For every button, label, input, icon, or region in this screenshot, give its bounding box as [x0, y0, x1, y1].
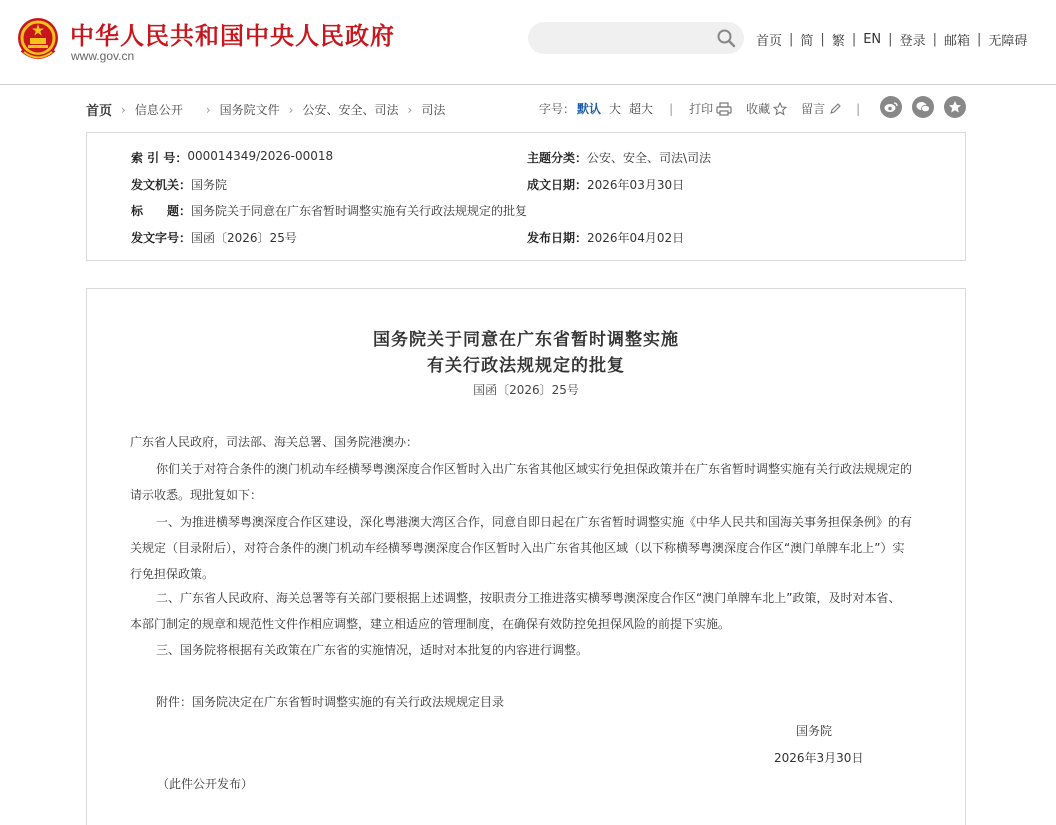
meta-doc-number	[131, 229, 297, 246]
star-icon	[773, 102, 787, 116]
top-nav	[756, 30, 1027, 49]
nav-separator: |	[888, 32, 893, 47]
site-domain: www.gov.cn	[71, 49, 135, 63]
article-publication-note: （此件公开发布）	[157, 777, 254, 791]
favorite-button[interactable]	[746, 100, 787, 117]
printer-icon	[716, 102, 732, 116]
meta-title	[131, 202, 527, 219]
nav-mail[interactable]: 邮箱	[943, 34, 970, 49]
meta-written-label: 成文日期：	[527, 178, 588, 192]
article-tools	[539, 100, 876, 117]
breadcrumb	[86, 100, 445, 119]
meta-topic-value: 公安、安全、司法\司法	[587, 151, 712, 165]
tool-divider: |	[856, 101, 861, 116]
print-button[interactable]	[689, 100, 732, 117]
search-icon[interactable]	[716, 28, 736, 48]
meta-docno-value: 国函〔2026〕25号	[191, 231, 297, 245]
article-signer: 国务院	[796, 724, 833, 738]
nav-english[interactable]: EN	[863, 32, 882, 47]
breadcrumb-item-public-security[interactable]: 公安、安全、司法	[302, 103, 399, 117]
article-paragraph: 一、为推进横琴粤澳深度合作区建设，深化粤港澳大湾区合作，同意自即日起在广东省暂时调整实施《中华人民共和国海关事务担保条例》的有关规定（目录附后），对符合条件的澳门机动车经横琴粤澳深度合作区暂时入出广东省其他区域（以下称横琴粤澳深度合作区“澳门单牌车北上”）实行免担保政策。	[130, 515, 913, 581]
chevron-right-icon: ›	[407, 102, 413, 117]
nav-separator: |	[932, 32, 937, 47]
meta-written-value: 2026年03月30日	[587, 178, 685, 192]
article-paragraph: 三、国务院将根据有关政策在广东省的实施情况，适时对本批复的内容进行调整。	[156, 643, 589, 657]
tool-divider: |	[669, 101, 674, 116]
site-title[interactable]: 中华人民共和国中央人民政府	[70, 22, 395, 50]
meta-title-value: 国务院关于同意在广东省暂时调整实施有关行政法规规定的批复	[191, 204, 528, 218]
meta-docno-label: 发文字号：	[131, 231, 192, 245]
nav-traditional[interactable]: 繁	[831, 34, 845, 49]
meta-written-date	[527, 176, 684, 193]
breadcrumb-item-info-disclosure[interactable]: 信息公开	[134, 103, 183, 117]
header-divider	[0, 84, 1056, 85]
chevron-right-icon: ›	[205, 102, 211, 117]
search-input[interactable]	[528, 22, 744, 54]
chevron-right-icon: ›	[121, 102, 126, 117]
comment-button[interactable]	[801, 100, 842, 117]
print-label: 打印	[689, 102, 714, 116]
meta-index-value: 000014349/2026-00018	[187, 149, 334, 163]
nav-separator: |	[820, 32, 825, 47]
article-doc-number: 国函〔2026〕25号	[473, 383, 579, 397]
meta-publish-value: 2026年04月02日	[587, 231, 685, 245]
nav-login[interactable]: 登录	[899, 34, 926, 49]
document-metadata	[86, 132, 966, 261]
chevron-right-icon: ›	[288, 102, 294, 117]
article-salutation: 广东省人民政府，司法部、海关总署、国务院港澳办：	[130, 435, 419, 449]
meta-title-label: 标 题：	[131, 204, 192, 218]
comment-label: 留言	[801, 102, 826, 116]
meta-issuer-label: 发文机关：	[131, 178, 192, 192]
breadcrumb-home[interactable]: 首页	[86, 104, 113, 119]
article-date: 2026年3月30日	[774, 751, 864, 765]
article-title-line-2: 有关行政法规规定的批复	[427, 356, 625, 376]
meta-topic-label: 主题分类：	[527, 151, 588, 165]
meta-publish-date	[527, 229, 684, 246]
weibo-icon[interactable]	[880, 96, 902, 118]
breadcrumb-bar	[86, 96, 966, 120]
font-size-default[interactable]: 默认	[577, 102, 602, 116]
nav-simplified[interactable]: 简	[800, 34, 814, 49]
pencil-icon	[828, 102, 842, 116]
nav-accessibility[interactable]: 无障碍	[988, 34, 1028, 49]
font-size-large[interactable]: 大	[609, 102, 622, 116]
font-size-label: 字号：	[539, 102, 576, 116]
meta-issuer-value: 国务院	[191, 178, 228, 192]
breadcrumb-item-justice[interactable]: 司法	[421, 103, 446, 117]
nav-separator: |	[851, 32, 857, 47]
article-paragraph: 你们关于对符合条件的澳门机动车经横琴粤澳深度合作区暂时入出广东省其他区域实行免担保政策并在广东省暂时调整实施有关行政法规规定的请示收悉。现批复如下：	[130, 462, 913, 502]
meta-issuer	[131, 176, 227, 193]
article-content	[86, 288, 966, 825]
national-emblem-logo[interactable]	[16, 16, 60, 62]
meta-index-label: 索 引 号：	[131, 151, 188, 165]
nav-separator: |	[976, 32, 982, 47]
article-title-line-1: 国务院关于同意在广东省暂时调整实施	[373, 330, 679, 350]
article-attachment: 附件：国务院决定在广东省暂时调整实施的有关行政法规规定目录	[156, 695, 505, 709]
qzone-icon[interactable]	[944, 96, 966, 118]
share-icons	[880, 96, 976, 118]
meta-index	[131, 149, 333, 166]
font-size-xlarge[interactable]: 超大	[629, 102, 654, 116]
site-header	[0, 0, 1056, 84]
wechat-icon[interactable]	[912, 96, 934, 118]
nav-separator: |	[789, 32, 794, 47]
article-paragraph: 二、广东省人民政府、海关总署等有关部门要根据上述调整，按职责分工推进落实横琴粤澳深度合作区“澳门单牌车北上”政策，及时对本省、本部门制定的规章和规范性文件作相应调整，建立相适应的管理制度，在确保有效防控免担保风险的前提下实施。	[130, 591, 901, 631]
meta-publish-label: 发布日期：	[527, 231, 588, 245]
meta-topic	[527, 149, 711, 166]
breadcrumb-item-state-council-docs[interactable]: 国务院文件	[219, 103, 280, 117]
favorite-label: 收藏	[746, 102, 771, 116]
nav-home[interactable]: 首页	[756, 34, 783, 49]
